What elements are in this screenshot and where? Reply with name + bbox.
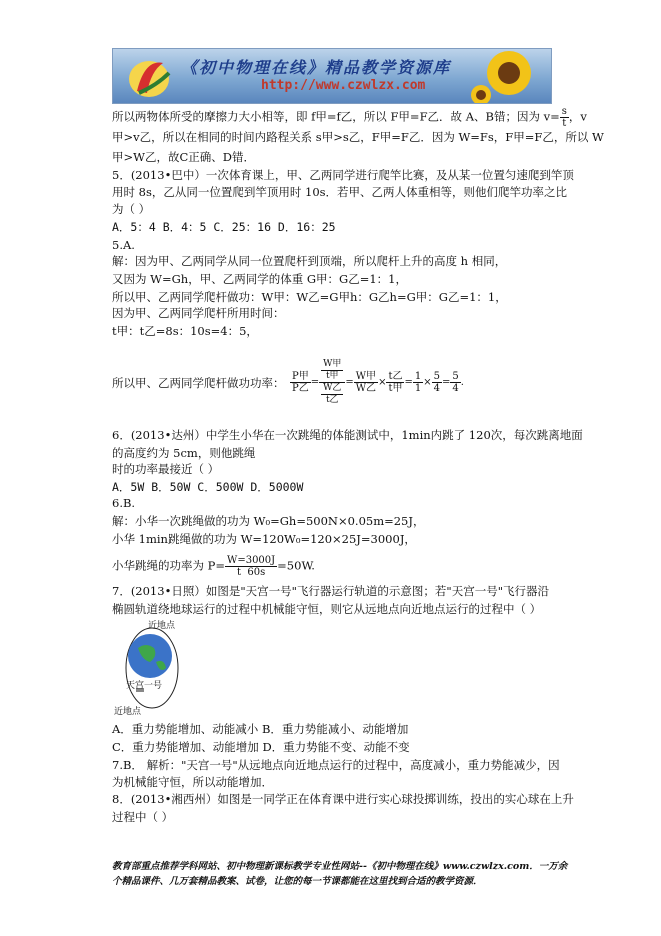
power-ratio-equation: $\frac{\text{P甲}}{\text{P乙}}$ = $\frac{\frac{\text{W甲}}{\text{t甲}}}{\frac{\text{W乙}}{\text{t乙}}}$ = $\frac{\text{W甲}}{\text{W乙}}$ × $\frac{\text{t乙}}{\text{t甲}}$ = $\frac{1}{1}$ × $\frac{5}{4}$ = $\frac{5}{4}$ . <box>292 358 464 405</box>
question-6-options: A．5W B．50W C．500W D．5000W <box>112 480 304 494</box>
text-line: 所以两物体所受的摩擦力大小相等，即 f甲=f乙，所以 F甲=F乙．故 A、B错；因为 v= $\frac{s}{t}$ ，v <box>112 106 587 129</box>
solution-5-line: 所以甲、乙两同学爬杆做功：W甲：W乙=G甲h：G乙h=G甲：G乙=1：1， <box>112 290 507 304</box>
solution-6-line: 小华 1min跳绳做的功为 W=120W₀=120×25J=3000J， <box>112 532 416 546</box>
perigee-label: 近地点 <box>114 707 142 717</box>
question-6-line2: 的高度约为 5cm，则他跳绳 <box>112 446 256 460</box>
solution-6-line: 解：小华一次跳绳做的功为 W₀=Gh=500N×0.05m=25J， <box>112 514 425 528</box>
footer-line1: 教育部重点推荐学科网站、初中物理新课标教学专业性网站--《初中物理在线》www.czwlzx.com．一万余 <box>112 861 568 872</box>
solution-7-line1: 7.B． 解析："天宫一号"从远地点向近地点运行的过程中，高度减小，重力势能减少，因 <box>112 758 560 772</box>
orbit-figure <box>112 618 192 718</box>
sunflower-icon <box>469 49 549 103</box>
fraction-v: $\frac{s}{t}$ <box>561 106 567 129</box>
question-7-options-row1: A．重力势能增加、动能减小 B．重力势能减小、动能增加 <box>112 722 409 736</box>
question-7-options-row2: C．重力势能增加、动能增加 D．重力势能不变、动能不变 <box>112 740 410 754</box>
question-6-line3: 时的功率最接近（ ） <box>112 462 220 476</box>
orbit-diagram <box>112 618 192 718</box>
solution-5-line: 又因为 W=Gh，甲、乙两同学的体重 G甲：G乙=1：1， <box>112 272 407 286</box>
question-5-line2: 用时 8s，乙从同一位置爬到竿顶用时 10s．若甲、乙两人体重相等，则他们爬竿功率之比 <box>112 185 568 199</box>
apogee-label: 近地点 <box>148 621 176 631</box>
solution-5-line: 解：因为甲、乙两同学从同一位置爬杆到顶端，所以爬杆上升的高度 h 相同， <box>112 254 507 268</box>
spacecraft-label: 天宫一号 <box>126 681 163 691</box>
text-line: 甲>v乙，所以在相同的时间内路程关系 s甲>s乙，F甲=F乙．因为 W=Fs，F甲=F乙，所以 W <box>112 130 604 144</box>
logo-icon <box>117 49 177 103</box>
question-7-line1: 7．(2013•日照）如图是"天宫一号"飞行器运行轨道的示意图；若"天宫一号"飞行器沿 <box>112 584 550 598</box>
solution-7-line2: 为机械能守恒，所以动能增加． <box>112 775 273 789</box>
solution-5-line: t甲：t乙=8s：10s=4：5， <box>112 324 258 338</box>
solution-6-power: 小华跳绳的功率为 P= $\frac{W=3000J}{t 60s}$ =50W. <box>112 555 315 578</box>
solution-5-power-label: 所以甲、乙两同学爬杆做功功率： <box>112 376 285 390</box>
question-5-line1: 5．(2013•巴中）一次体育课上，甲、乙两同学进行爬竿比赛，及从某一位置匀速爬到竿顶 <box>112 168 574 182</box>
answer-6: 6.B. <box>112 496 136 510</box>
fraction-power: $\frac{W=3000J}{t 60s}$ <box>227 555 276 578</box>
footer-line2: 个精品课件、几万套精品教案、试卷，让您的每一节课都能在这里找到合适的教学资源． <box>112 876 483 887</box>
header-banner <box>112 48 552 104</box>
question-7-line2: 椭圆轨道绕地球运行的过程中机械能守恒，则它从远地点向近地点运行的过程中（ ） <box>112 602 542 616</box>
question-8-line2: 过程中（ ） <box>112 810 174 824</box>
question-8-line1: 8．(2013•湘西州）如图是一同学正在体育课中进行实心球投掷训练，投出的实心球在上升 <box>112 792 574 806</box>
question-5-line3: 为（ ） <box>112 202 151 216</box>
question-5-options: A．5：4 B．4：5 C．25：16 D．16：25 <box>112 220 336 234</box>
answer-5: 5.A. <box>112 238 135 252</box>
banner-url: http://www.czwlzx.com <box>261 78 426 93</box>
banner-title: 《初中物理在线》精品教学资源库 <box>181 58 452 77</box>
question-6-line1: 6．(2013•达州）中学生小华在一次跳绳的体能测试中，1min内跳了 120次，每次跳离地面 <box>112 428 583 442</box>
text-line: 甲>W乙，故C正确、D错． <box>112 150 255 164</box>
solution-5-line: 因为甲、乙两同学爬杆所用时间： <box>112 306 285 320</box>
